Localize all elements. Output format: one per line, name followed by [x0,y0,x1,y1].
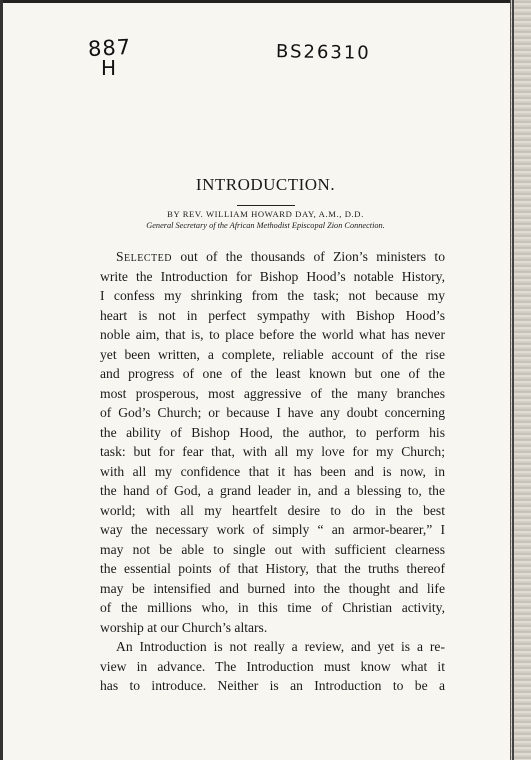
paragraph-1 [100,247,445,637]
text-line: the essential points of that History, that the truths thereof [100,561,445,576]
body-text [100,247,445,696]
page-title: INTRODUCTION. [195,175,336,194]
text-line: way the necessary work of simply “ an armor-bearer,” I [100,522,445,537]
text-line: the ability of Bishop Hood, the author, to perform his [100,424,445,440]
text-line: the hand of God, a grand leader in, and a blessing to, the [100,483,445,498]
text-line: may not be able to single out with sufficient clearness [100,541,445,557]
text-line: worship at our Church’s altars. [100,619,268,635]
text-line: task: but for fear that, with all my love for my Church; [100,444,445,459]
text-line: write the Introduction for Bishop Hood’s notable History, [100,268,445,284]
text-line: world; with all my heartfelt desire to do in the best [100,502,445,518]
handwritten-shelf-letter: H [101,56,118,80]
text-line: with all my confidence that it has been and is now, in [100,463,445,479]
scan-edge-left [0,0,3,760]
title-rule [237,205,295,206]
scan-edge-top [0,0,531,3]
text-line: has to introduce. Neither is an Introduction to be a [100,678,445,693]
text-line: of the millions who, in this time of Christian activity, [100,600,445,615]
text-line: of God’s Church; or because I have any doubt concerning [100,405,445,420]
opening-word: Selected [116,249,172,264]
text-line: view in advance. The Introduction must know what it [100,658,445,674]
text-line: heart is not in perfect sympathy with Bishop Hood’s [100,307,445,323]
text-line: An Introduction is not really a review, and yet is a re- [116,639,445,654]
handwritten-call-number: BS26310 [275,41,371,64]
binding-line [512,0,514,760]
text-line: I confess my shrinking from the task; not because my [100,288,445,303]
text-line: Selected out of the thousands of Zion’s ministers to [116,249,445,264]
author-title: General Secretary of the African Methodist Episcopal Zion Connection. [146,221,385,230]
author-byline: BY REV. WILLIAM HOWARD DAY, A.M., D.D. [167,209,364,219]
paragraph-2 [100,637,445,696]
handwritten-shelf-number: 887 [87,34,132,62]
text-line: yet been written, a complete, reliable account of the rise [100,346,445,362]
text-line: noble aim, that is, to place before the world what has never [100,327,445,342]
text-line: and progress of one of the least known but one of the [100,366,445,381]
text-line: may be intensified and burned into the thought and life [100,580,445,596]
text-line: most prosperous, most aggressive of the many branches [100,385,445,401]
